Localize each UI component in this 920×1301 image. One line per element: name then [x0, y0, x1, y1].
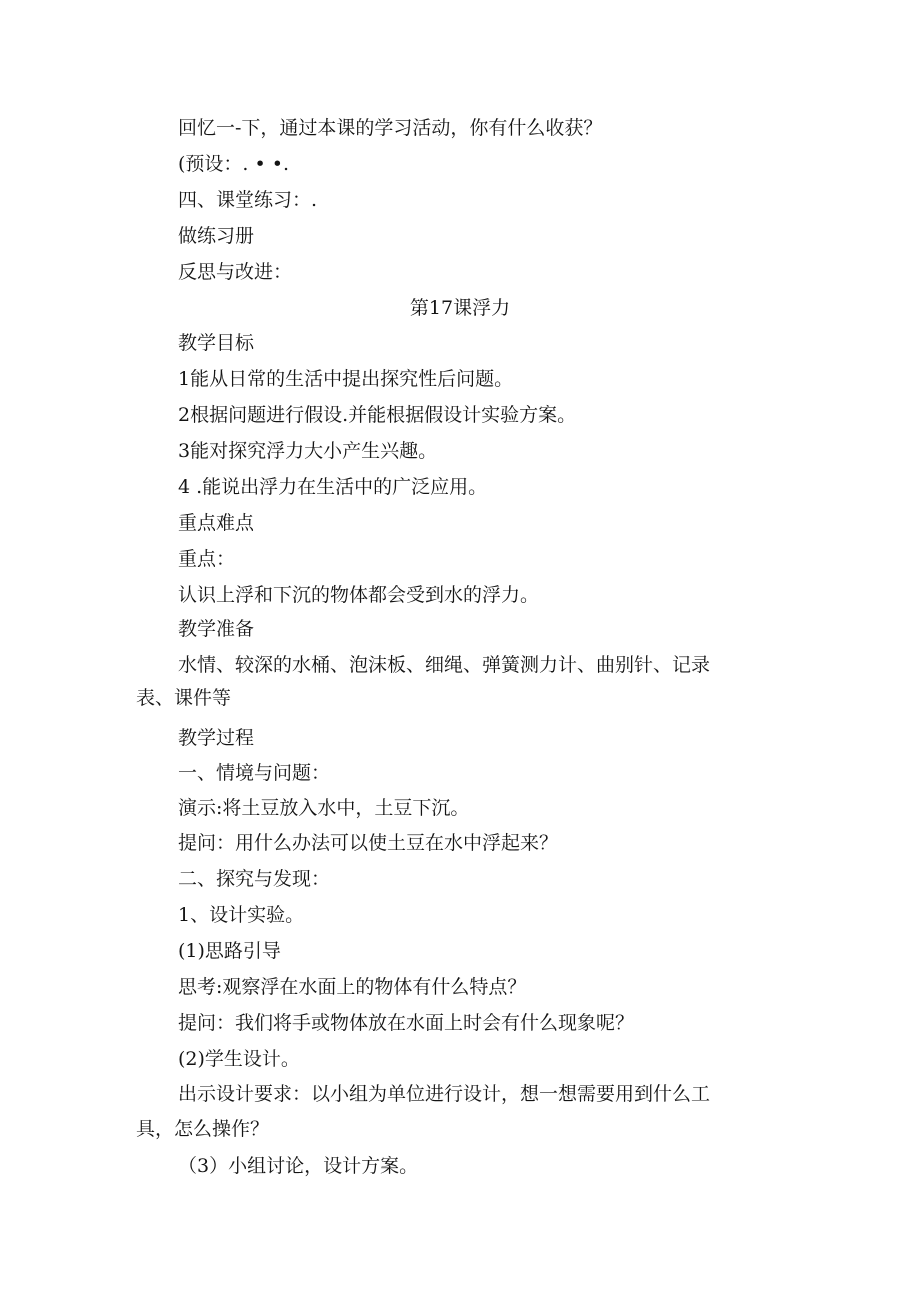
- objective-item-3: 3能对探究浮力大小产生兴趣。: [178, 440, 438, 462]
- section-heading-process: 教学过程: [178, 727, 255, 749]
- lesson-title: 第17课浮力: [409, 297, 511, 319]
- objective-item-2: 2根据问题进行假设.并能根据假设计实验方案。: [178, 404, 577, 426]
- student-design-line: (2)学生设计。: [178, 1048, 300, 1070]
- materials-line-1: 水情、较深的水桶、泡沫板、细绳、弹簧测力计、曲别针、记录: [178, 654, 711, 676]
- step-heading-explore: 二、探究与发现：: [178, 868, 331, 890]
- section-heading-practice: 四、课堂练习：.: [178, 189, 318, 211]
- section-heading-key-points: 重点难点: [178, 512, 255, 534]
- group-discussion-line: （3）小组讨论，设计方案。: [178, 1155, 419, 1177]
- think-line: 思考:观察浮在水面上的物体有什么特点？: [178, 976, 527, 998]
- step-heading-situation: 一、情境与问题：: [178, 762, 331, 784]
- review-question-line: 回忆一-下，通过本课的学习活动，你有什么收获？: [178, 117, 603, 139]
- key-point-text: 认识上浮和下沉的物体都会受到水的浮力。: [178, 584, 540, 606]
- materials-line-2: 表、课件等: [136, 687, 232, 709]
- reflection-line: 反思与改进：: [178, 261, 293, 283]
- preset-line: (预设：. • •.: [178, 153, 289, 175]
- objective-item-1: 1能从日常的生活中提出探究性后问题。: [178, 368, 514, 390]
- key-point-label: 重点：: [178, 548, 236, 570]
- section-heading-objectives: 教学目标: [178, 332, 255, 354]
- guidance-line: (1)思路引导: [178, 940, 281, 962]
- question-line-1: 提问：用什么办法可以使土豆在水中浮起来？: [178, 832, 559, 854]
- objective-item-4: 4 .能说出浮力在生活中的广泛应用。: [178, 476, 488, 498]
- demo-line: 演示:将土豆放入水中，土豆下沉。: [178, 797, 470, 819]
- design-experiment-line: 1、设计实验。: [178, 904, 305, 926]
- requirement-line-1: 出示设计要求：以小组为单位进行设计，想一想需要用到什么工: [178, 1083, 711, 1105]
- question-line-2: 提问：我们将手或物体放在水面上时会有什么现象呢？: [178, 1012, 635, 1034]
- exercise-book-line: 做练习册: [178, 225, 255, 247]
- requirement-line-2: 具，怎么操作？: [136, 1118, 270, 1140]
- section-heading-preparation: 教学准备: [178, 618, 255, 640]
